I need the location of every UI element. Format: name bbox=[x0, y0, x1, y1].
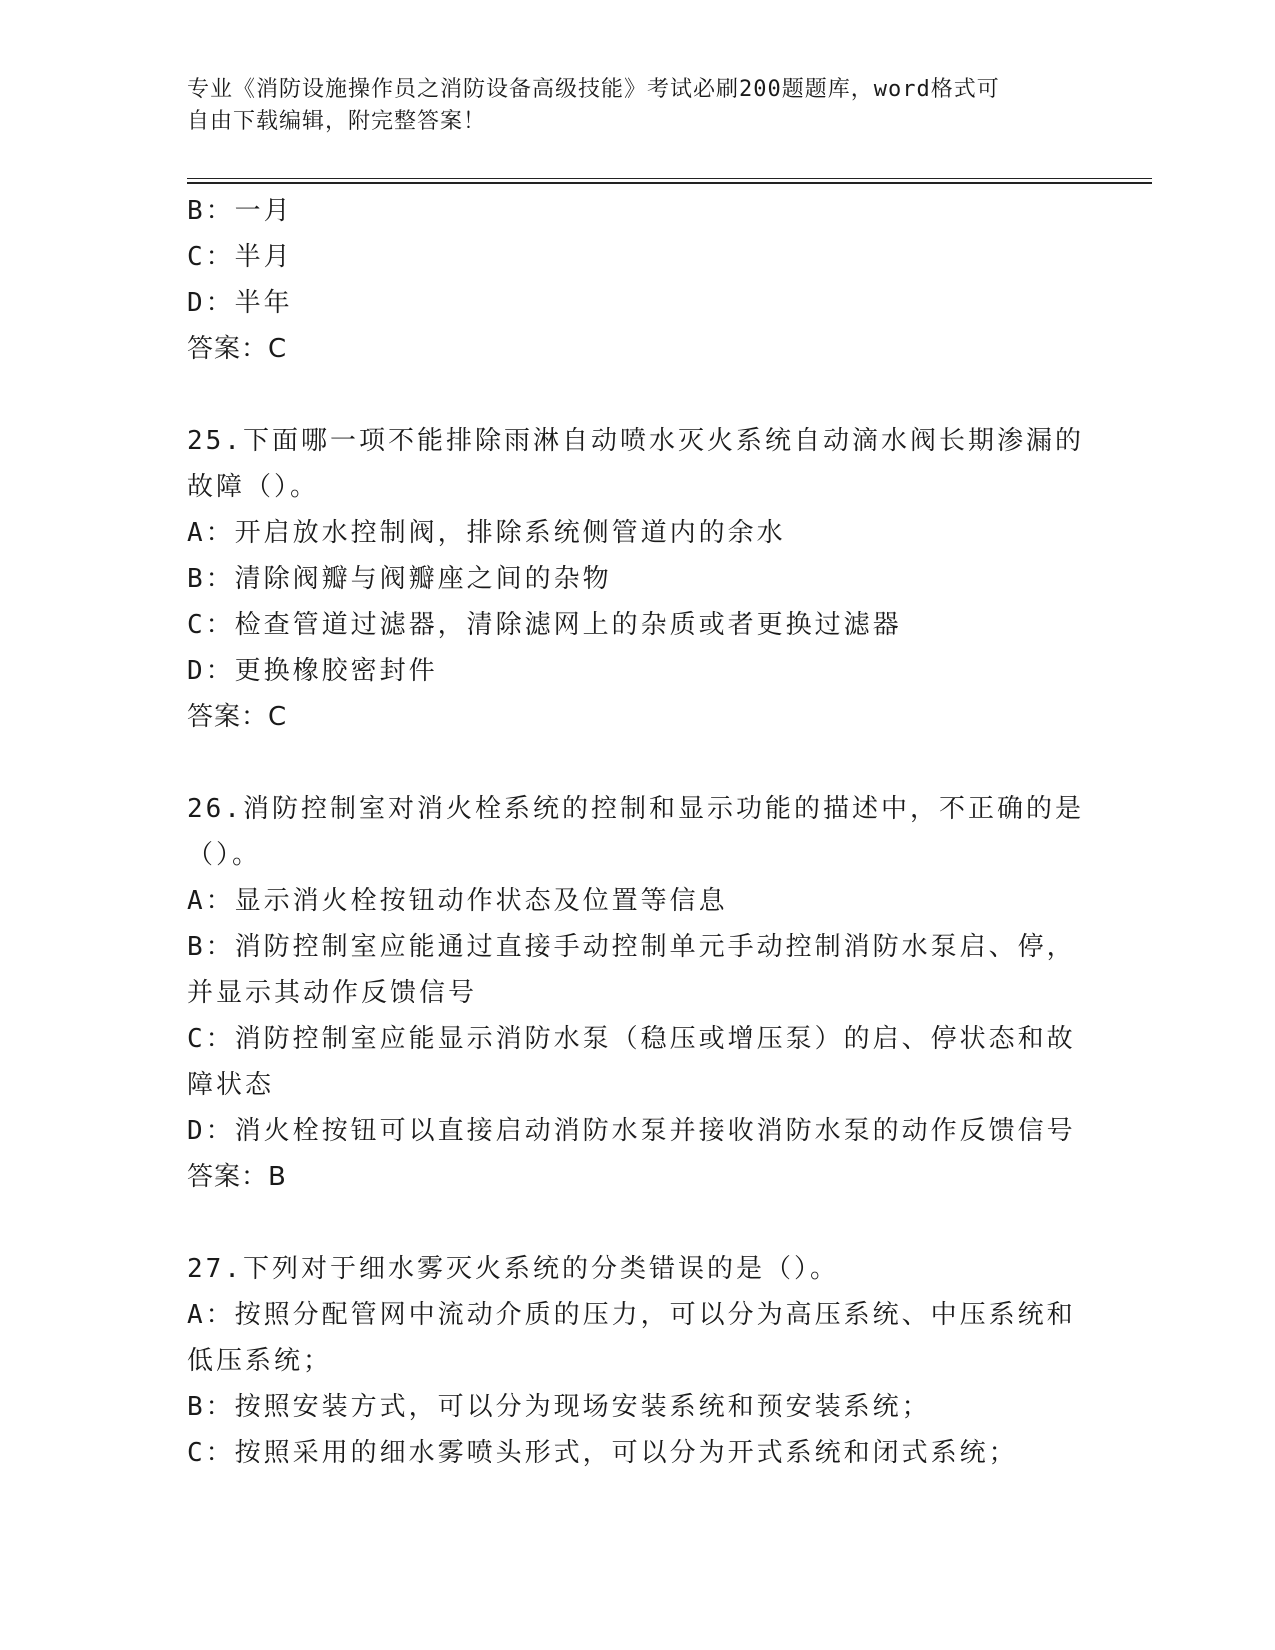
document-header bbox=[187, 74, 1067, 138]
option-b-continued: 并显示其动作反馈信号 bbox=[187, 978, 478, 1008]
option-c: C：检查管道过滤器，清除滤网上的杂质或者更换过滤器 bbox=[187, 610, 902, 640]
option-b: B：一月 bbox=[187, 196, 293, 226]
option-b: B：消防控制室应能通过直接手动控制单元手动控制消防水泵启、停， bbox=[187, 932, 1076, 962]
option-b: B：清除阀瓣与阀瓣座之间的杂物 bbox=[187, 564, 612, 594]
question-27 bbox=[187, 1246, 1077, 1476]
question-24-tail bbox=[187, 188, 1077, 372]
option-c: C：消防控制室应能显示消防水泵（稳压或增压泵）的启、停状态和故 bbox=[187, 1024, 1076, 1054]
option-a: A：开启放水控制阀，排除系统侧管道内的余水 bbox=[187, 518, 786, 548]
header-line-1: 专业《消防设施操作员之消防设备高级技能》考试必刷200题题库，word格式可 bbox=[187, 77, 1000, 102]
option-a-continued: 低压系统； bbox=[187, 1346, 333, 1376]
question-content bbox=[187, 188, 1084, 1476]
question-stem: 25.下面哪一项不能排除雨淋自动喷水灭火系统自动滴水阀长期渗漏的 bbox=[187, 426, 1084, 456]
spacer bbox=[187, 372, 1077, 418]
question-26 bbox=[187, 786, 1084, 1200]
spacer bbox=[187, 740, 1077, 786]
option-d: D：消火栓按钮可以直接启动消防水泵并接收消防水泵的动作反馈信号 bbox=[187, 1116, 1076, 1146]
answer: 答案：C bbox=[187, 702, 288, 732]
option-c: C：半月 bbox=[187, 242, 293, 272]
answer: 答案：B bbox=[187, 1162, 287, 1192]
option-a: A：按照分配管网中流动介质的压力，可以分为高压系统、中压系统和 bbox=[187, 1300, 1076, 1330]
option-d: D：半年 bbox=[187, 288, 293, 318]
header-divider-thick bbox=[187, 182, 1152, 184]
option-d: D：更换橡胶密封件 bbox=[187, 656, 438, 686]
header-line-2: 自由下载编辑，附完整答案！ bbox=[187, 109, 487, 134]
question-stem: 26.消防控制室对消火栓系统的控制和显示功能的描述中，不正确的是 bbox=[187, 794, 1084, 824]
option-a: A：显示消火栓按钮动作状态及位置等信息 bbox=[187, 886, 728, 916]
question-stem: 27.下列对于细水雾灭火系统的分类错误的是（）。 bbox=[187, 1254, 839, 1284]
question-25 bbox=[187, 418, 1084, 740]
spacer bbox=[187, 1200, 1077, 1246]
question-stem-continued: （）。 bbox=[187, 840, 262, 870]
option-c-continued: 障状态 bbox=[187, 1070, 275, 1100]
header-divider-thin bbox=[187, 178, 1152, 179]
option-c: C：按照采用的细水雾喷头形式，可以分为开式系统和闭式系统； bbox=[187, 1438, 1018, 1468]
question-stem-continued: 故障（）。 bbox=[187, 472, 320, 502]
option-b: B：按照安装方式，可以分为现场安装系统和预安装系统； bbox=[187, 1392, 931, 1422]
answer: 答案：C bbox=[187, 334, 288, 364]
